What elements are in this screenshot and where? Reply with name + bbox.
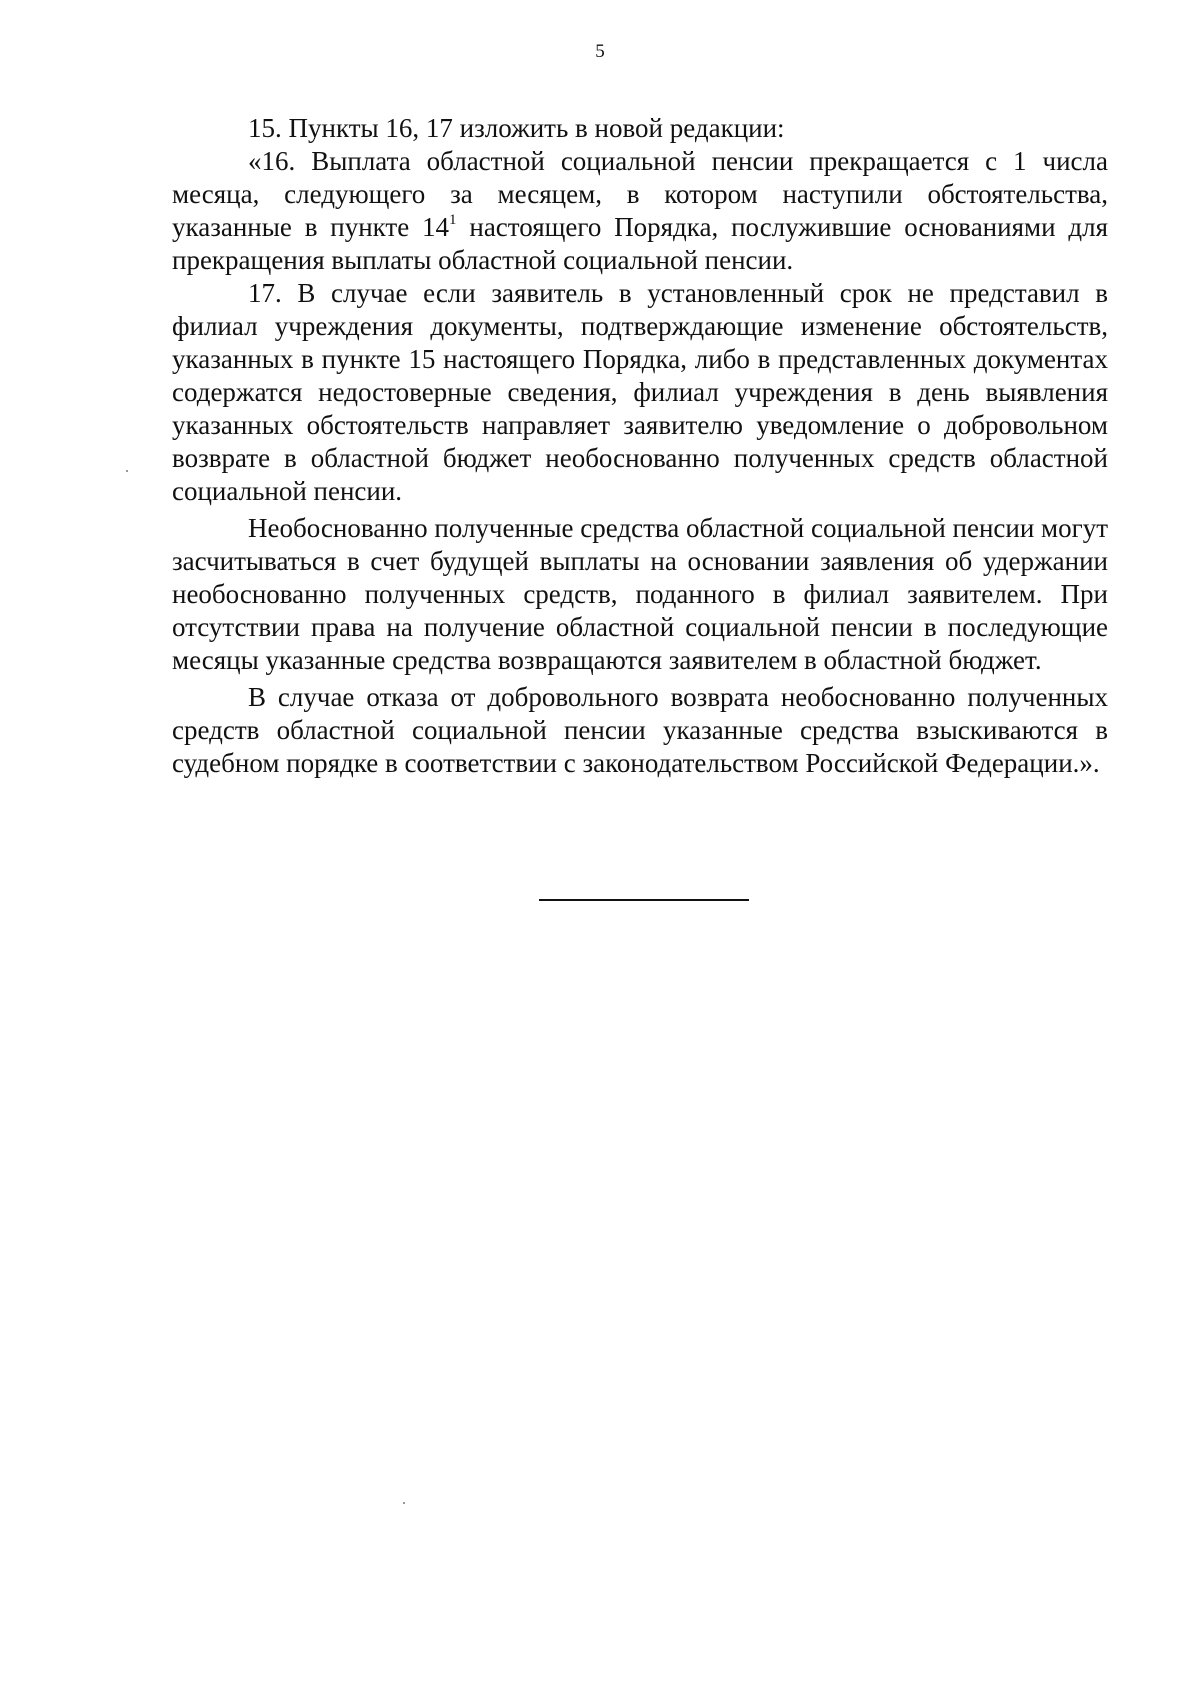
paragraph-court-recovery: В случае отказа от добровольного возврата необоснованно полученных средств областной социальной пенсии указанные средства взыскиваются в судебном порядке в соответствии с законодательством Российской Федерации.». (172, 682, 1108, 778)
page-number: 5 (595, 41, 605, 62)
scan-speck (403, 1502, 405, 1504)
paragraph-item-16 (172, 145, 1108, 277)
end-of-text-rule (539, 899, 749, 901)
scan-speck (126, 470, 128, 472)
paragraph-item-16-text-end: настоящего Порядка, послужившие основаниями для прекращения выплаты областной социальной пенсии. (172, 212, 1108, 275)
paragraph-amendment-intro: 15. Пункты 16, 17 изложить в новой редакции: (248, 113, 785, 143)
paragraph-item-17: 17. В случае если заявитель в установленный срок не представил в филиал учреждения документы, подтверждающие изменение обстоятельств, указанных в пункте 15 настоящего Порядка, либо в представленных документах содержатся недостоверные сведения, филиал учреждения в день выявления указанных обстоятельств направляет заявителю уведомление о добровольном возврате в областной бюджет необоснованно полученных средств областной социальной пенсии. (172, 278, 1108, 506)
document-body (172, 112, 1108, 780)
paragraph-offset-rule: Необоснованно полученные средства областной социальной пенсии могут засчитываться в счет будущей выплаты на основании заявления об удержании необоснованно полученных средств, поданного в филиал заявителем. При отсутствии права на получение областной социальной пенсии в последующие месяцы указанные средства возвращаются заявителем в областной бюджет. (172, 513, 1108, 675)
paragraph-item-16-text-start: «16. Выплата областной социальной пенсии прекращается с 1 числа месяца, следующего за месяцем, в котором наступили обстоятельства, указанные в пункте 14 (172, 146, 1108, 242)
superscript-index: 1 (449, 212, 457, 228)
